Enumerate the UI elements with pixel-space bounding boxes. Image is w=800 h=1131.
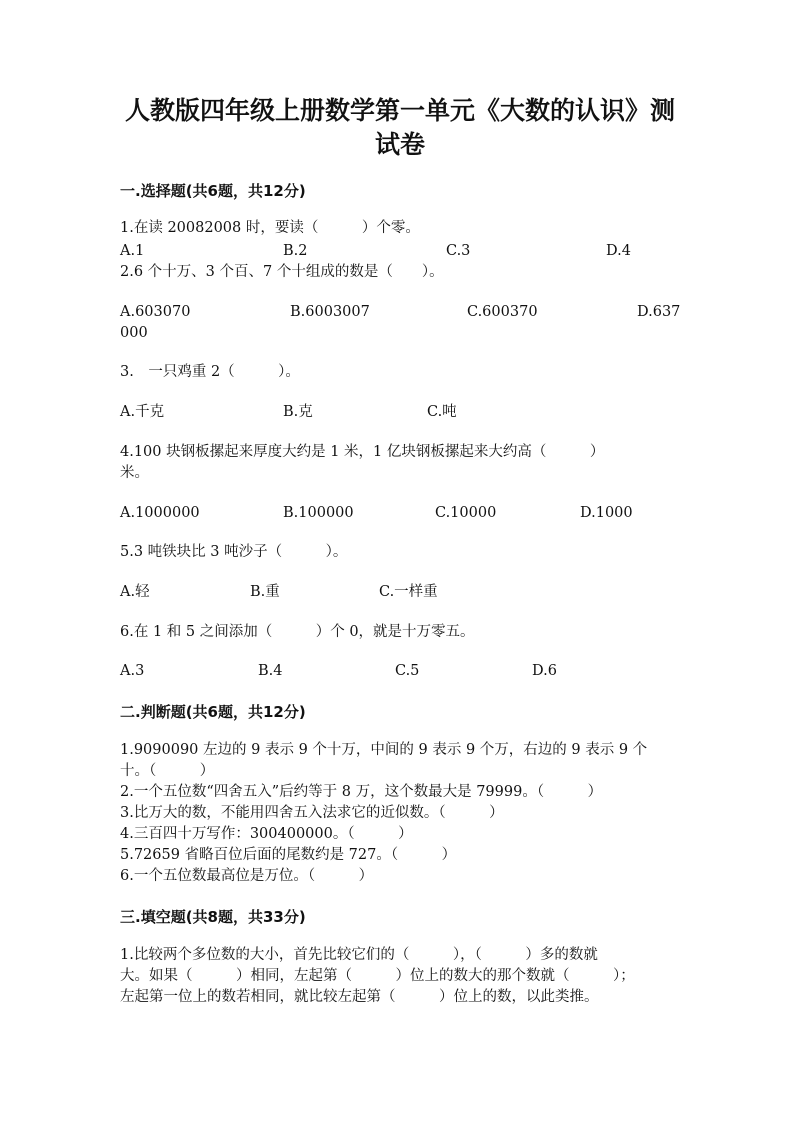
question-4-option-a: A.1000000 xyxy=(120,505,200,521)
judgment-line-1: 1.9090090 左边的 9 表示 9 个十万，中间的 9 表示 9 个万，右边的 9 表示 9 个 xyxy=(120,742,648,758)
exam-title-line1: 人教版四年级上册数学第一单元《大数的认识》测 xyxy=(124,96,675,125)
question-3-option-b: B.克 xyxy=(283,404,313,420)
question-4-option-c: C.10000 xyxy=(435,505,497,521)
question-5-option-c: C.一样重 xyxy=(379,584,438,600)
question-2-option-d-wrap: 000 xyxy=(120,325,148,341)
judgment-line-4: 3.比万大的数，不能用四舍五入法求它的近似数。（ ） xyxy=(120,805,504,821)
judgment-line-3: 2.一个五位数“四舍五入”后约等于 8 万，这个数最大是 79999。（ ） xyxy=(120,784,603,800)
question-3-stem: 3. 一只鸡重 2（ ）。 xyxy=(120,364,300,380)
question-4-stem-line1: 4.100 块钢板摞起来厚度大约是 1 米，1 亿块钢板摞起来大约高（ ） xyxy=(120,444,605,460)
judgment-line-7: 6.一个五位数最高位是万位。（ ） xyxy=(120,868,374,884)
question-6-option-a: A.3 xyxy=(120,663,145,679)
question-2-option-c: C.600370 xyxy=(467,304,538,320)
fill-line-3: 左起第一位上的数若相同，就比较左起第（ ）位上的数，以此类推。 xyxy=(120,989,599,1005)
question-2-option-b: B.6003007 xyxy=(290,304,370,320)
judgment-line-5: 4.三百四十万写作：300400000。（ ） xyxy=(120,826,413,842)
fill-line-1: 1.比较两个多位数的大小，首先比较它们的（ ），（ ）多的数就 xyxy=(120,947,598,963)
question-3-option-a: A.千克 xyxy=(120,404,165,420)
question-4-option-b: B.100000 xyxy=(283,505,354,521)
exam-title-line2: 试卷 xyxy=(374,130,425,159)
question-1-option-d: D.4 xyxy=(606,243,631,259)
question-5-option-b: B.重 xyxy=(250,584,280,600)
question-2-stem: 2.6 个十万、3 个百、7 个十组成的数是（ ）。 xyxy=(120,264,444,280)
question-4-option-d: D.1000 xyxy=(580,505,633,521)
section-heading-choice: 一.选择题(共6题，共12分) xyxy=(120,182,306,200)
question-3-option-c: C.吨 xyxy=(427,404,457,420)
judgment-line-2: 十。（ ） xyxy=(120,763,215,779)
judgment-line-6: 5.72659 省略百位后面的尾数约是 727。（ ） xyxy=(120,847,457,863)
question-1-stem: 1.在读 20082008 时，要读（ ）个零。 xyxy=(120,220,420,236)
question-2-option-d: D.637 xyxy=(637,304,681,320)
question-1-option-a: A.1 xyxy=(120,243,145,259)
question-6-option-c: C.5 xyxy=(395,663,420,679)
question-5-option-a: A.轻 xyxy=(120,584,150,600)
fill-line-2: 大。如果（ ）相同，左起第（ ）位上的数大的那个数就（ ）； xyxy=(120,968,635,984)
question-5-stem: 5.3 吨铁块比 3 吨沙子（ ）。 xyxy=(120,544,348,560)
question-6-stem: 6.在 1 和 5 之间添加（ ）个 0，就是十万零五。 xyxy=(120,624,475,640)
question-4-stem-line2: 米。 xyxy=(120,465,149,481)
question-1-option-b: B.2 xyxy=(283,243,308,259)
question-6-option-b: B.4 xyxy=(258,663,283,679)
question-2-option-a: A.603070 xyxy=(120,304,191,320)
question-6-option-d: D.6 xyxy=(532,663,557,679)
question-1-option-c: C.3 xyxy=(446,243,471,259)
section-heading-fill: 三.填空题(共8题，共33分) xyxy=(120,908,306,926)
section-heading-judgment: 二.判断题(共6题，共12分) xyxy=(120,703,306,721)
